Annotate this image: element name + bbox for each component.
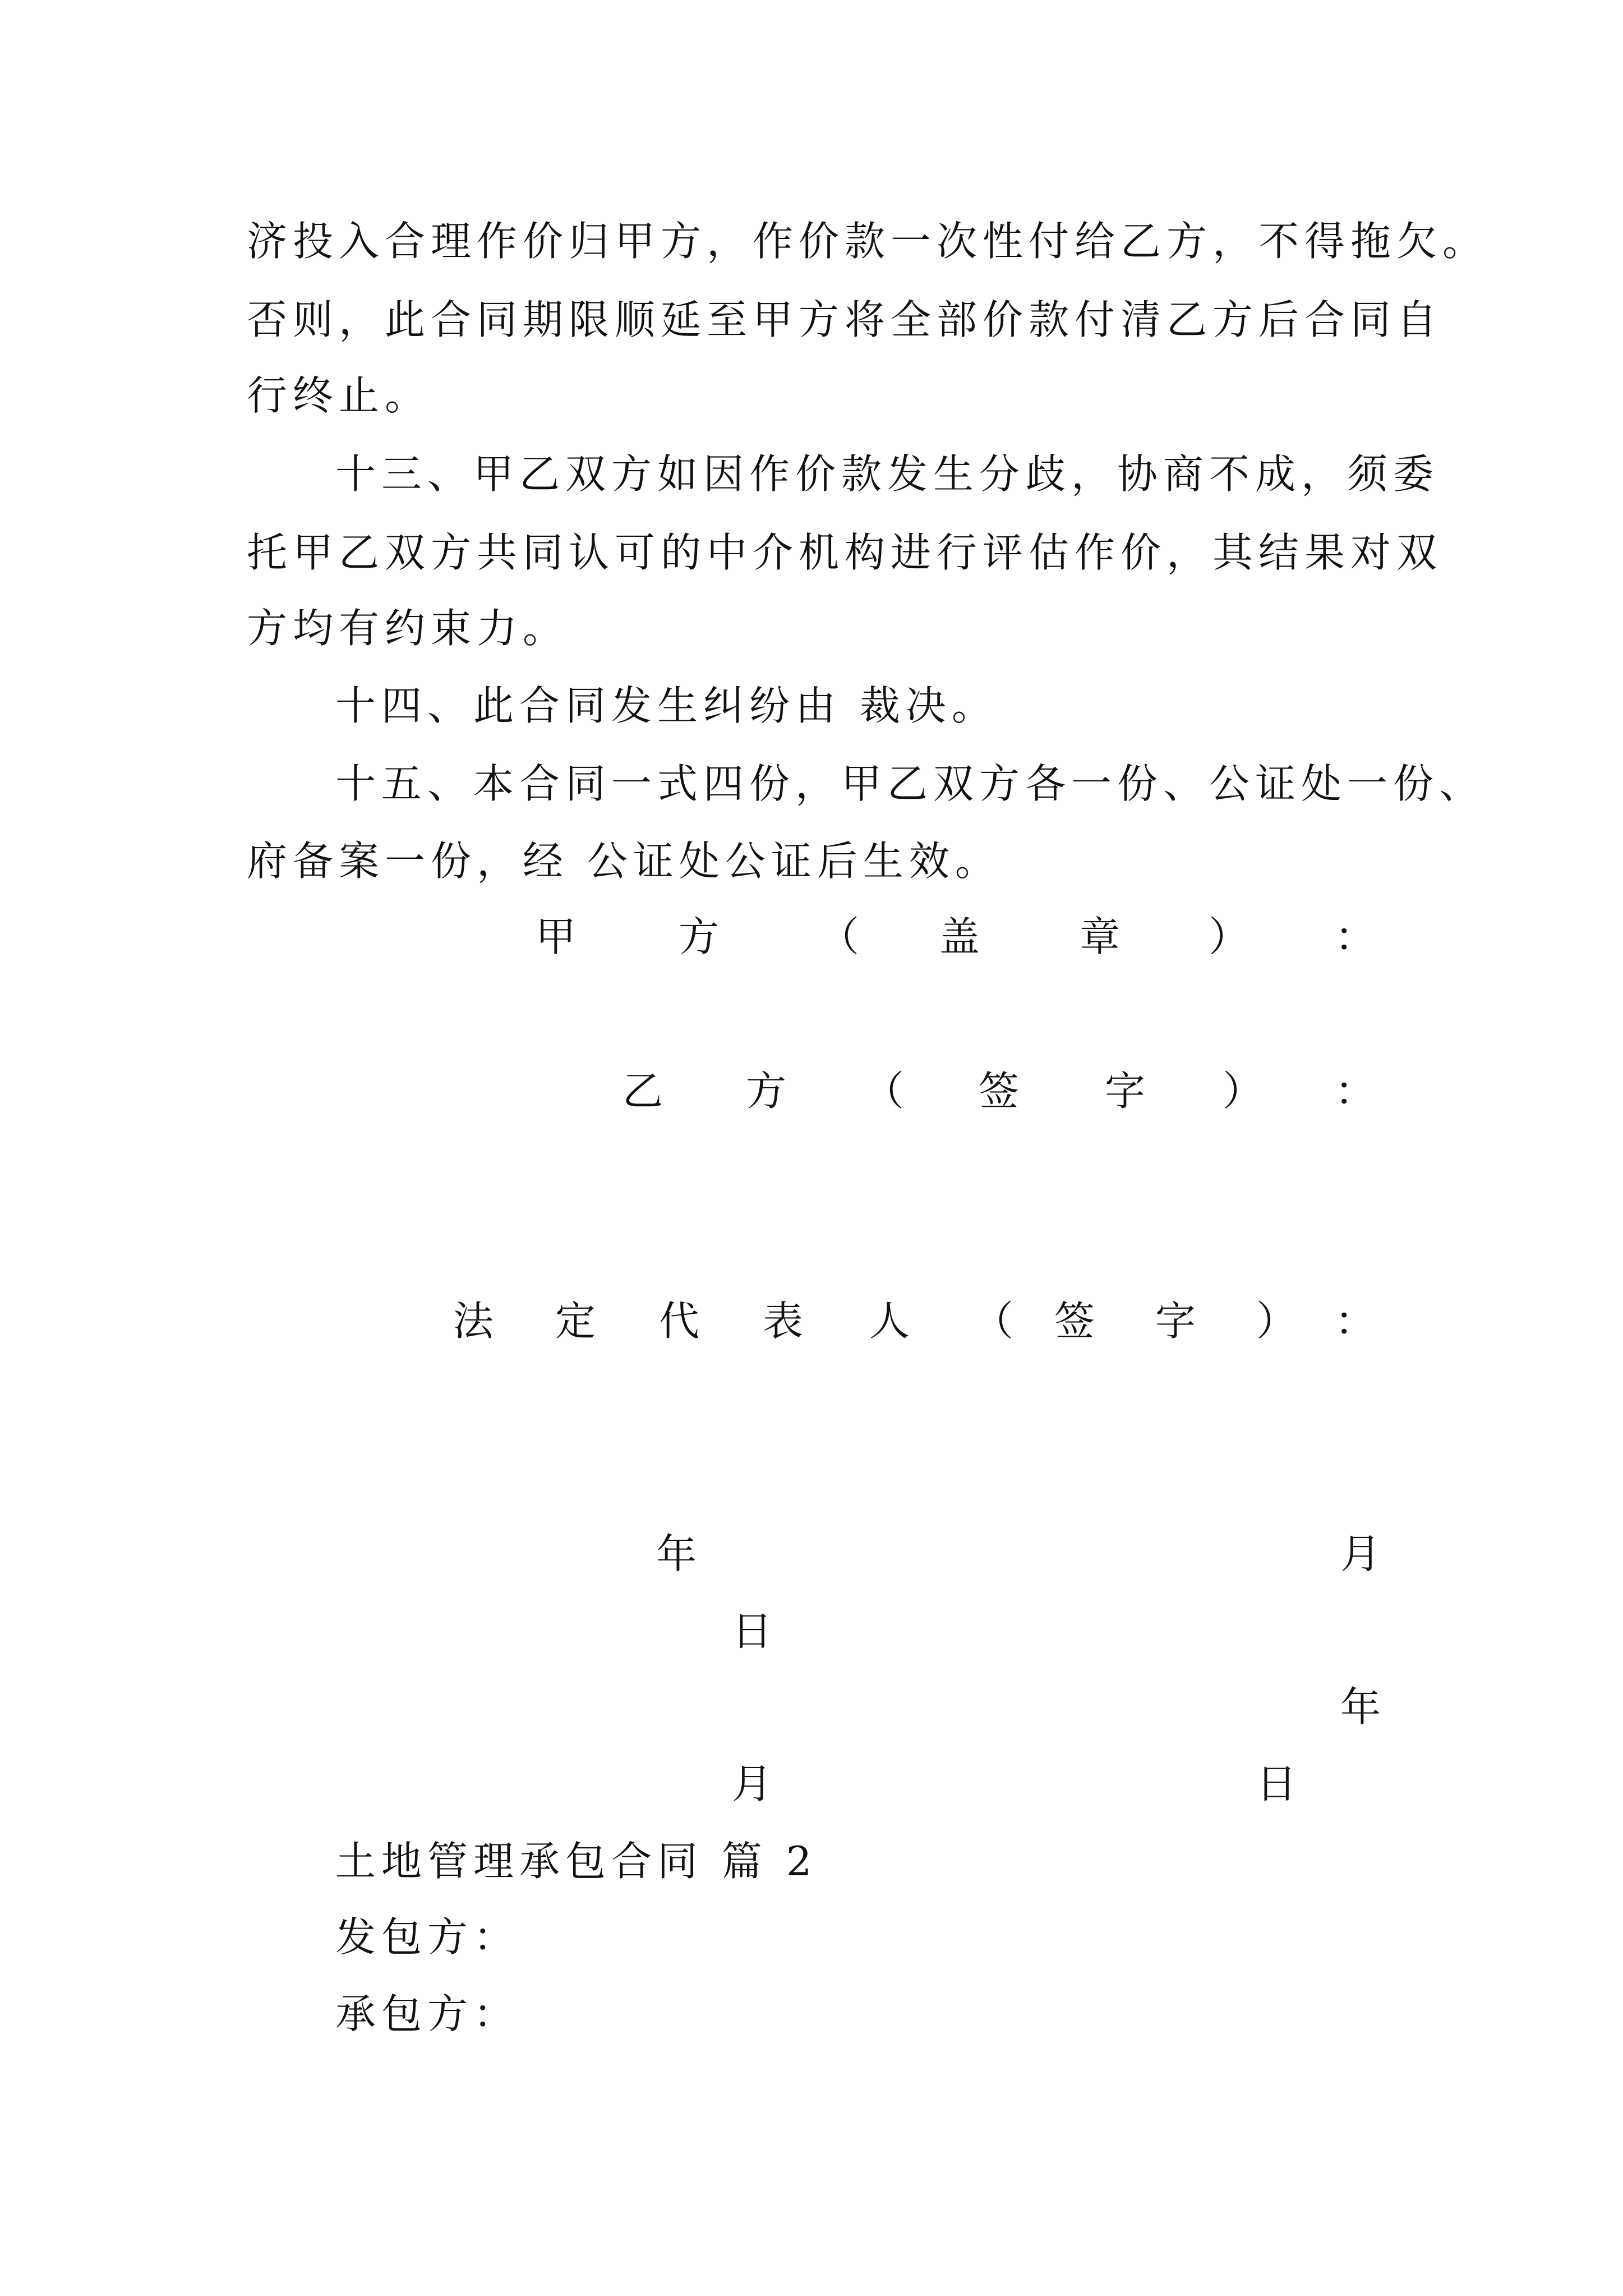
section-title: 土地管理承包合同 篇 2 [335,1838,818,1885]
party-a-char: 甲 [536,913,577,960]
date-month-1: 月 [1340,1530,1381,1577]
legal-rep-char: ： [1335,1297,1376,1345]
party-a-char: ： [1335,913,1376,960]
clause-15-line-2: 府备案一份，经 公证处公证后生效。 [247,838,1001,885]
date-day-1: 日 [732,1608,773,1655]
legal-rep-char: 表 [763,1297,804,1345]
legal-rep-char: 代 [659,1297,700,1345]
party-b-char: ： [1335,1068,1376,1115]
clause-13-line-1: 十三、甲乙双方如因作价款发生分歧，协商不成，须委 [335,450,1440,498]
issuer-label: 发包方： [335,1913,520,1961]
date-year-1: 年 [656,1530,697,1577]
party-a-char: 方 [679,913,720,960]
party-a-char: （ [819,913,860,960]
clause-13-line-2: 托甲乙双方共同认可的中介机构进行评估作价，其结果对双 [247,529,1443,576]
legal-rep-char: ） [1256,1297,1297,1345]
legal-rep-char: 法 [453,1297,494,1345]
clause-12-line-3: 行终止。 [247,372,431,419]
date-day-2: 日 [1256,1760,1297,1807]
clause-13-line-3: 方均有约束力。 [247,605,569,652]
party-a-char: 章 [1080,913,1121,960]
legal-rep-char: （ [973,1297,1014,1345]
clause-12-line-2: 否则，此合同期限顺延至甲方将全部价款付清乙方后合同自 [247,296,1443,343]
party-a-char: 盖 [939,913,980,960]
legal-rep-char: 字 [1155,1297,1196,1345]
date-month-2: 月 [732,1760,773,1807]
contractor-label: 承包方： [335,1990,520,2037]
legal-rep-char: 人 [869,1297,910,1345]
party-b-char: 字 [1105,1068,1146,1115]
party-b-char: ） [1223,1068,1264,1115]
date-year-2: 年 [1340,1683,1381,1731]
party-b-char: 签 [979,1068,1020,1115]
clause-14-line-1: 十四、此合同发生纠纷由 裁决。 [335,682,998,729]
clause-15-line-1: 十五、本合同一式四份，甲乙双方各一份、公证处一份、 [335,760,1486,807]
clause-12-line-1: 济投入合理作价归甲方，作价款一次性付给乙方，不得拖欠。 [247,218,1489,265]
party-b-char: （ [864,1068,905,1115]
party-b-char: 乙 [623,1068,663,1115]
legal-rep-char: 定 [555,1297,596,1345]
legal-rep-char: 签 [1054,1297,1095,1345]
party-a-char: ） [1209,913,1249,960]
party-b-char: 方 [746,1068,787,1115]
